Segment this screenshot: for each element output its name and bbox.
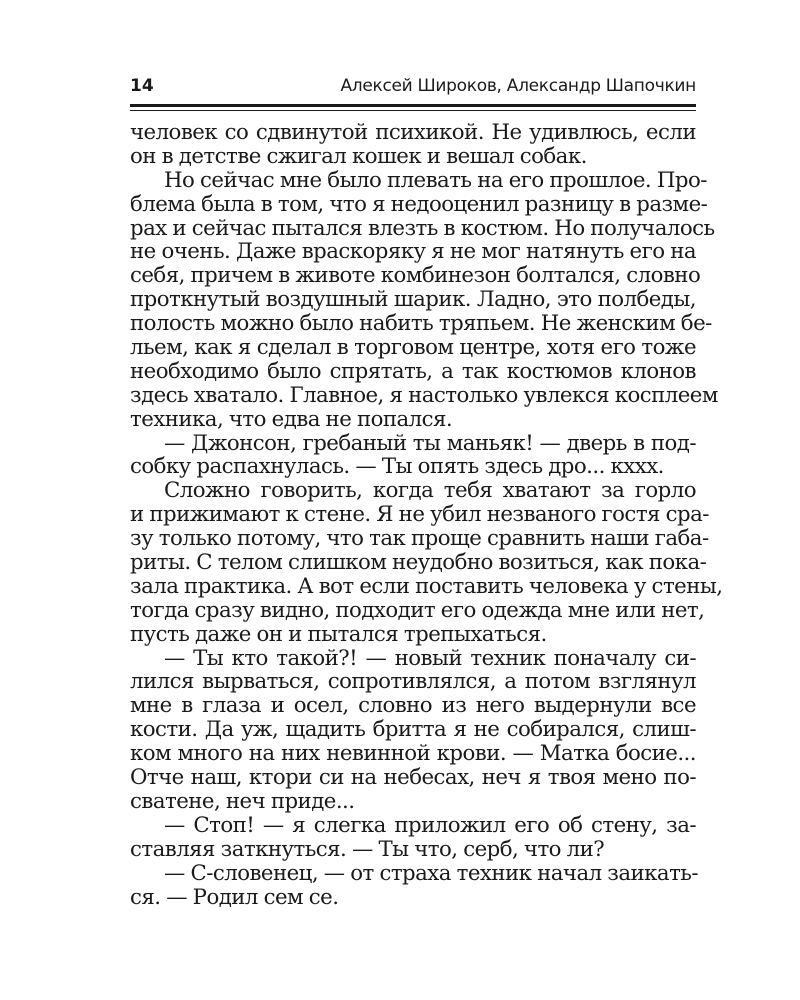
text-line: здесь хватало. Главное, я настолько увлекся косплеем — [130, 382, 718, 408]
text-line: сватене, неч приде... — [130, 788, 355, 814]
text-line: блема была в том, что я недооценил разницу в разме- — [130, 191, 708, 217]
text-line: — Ты кто такой?! — новый техник поначалу си- — [164, 645, 696, 671]
text-line: техника, что едва не попался. — [130, 406, 453, 432]
text-line: зала практика. А вот если поставить человека у стены, — [130, 573, 723, 599]
text-line: проткнутый воздушный шарик. Ладно, это полбеды, — [130, 287, 696, 313]
text-line: ком много на них невинной крови. — Матка босие... — [130, 741, 696, 767]
text-line: Отче наш, ктори си на небесах, неч я твоя мено по- — [130, 765, 696, 791]
text-line: пусть даже он и пытался трепыхаться. — [130, 621, 547, 647]
header-rule-thick — [130, 104, 696, 107]
text-line: лился вырваться, сопротивлялся, а потом взглянул — [130, 669, 696, 695]
text-line: ставляя заткнуться. — Ты что, серб, что ли? — [130, 836, 605, 862]
text-line: льем, как я сделал в торговом центре, хотя его тоже — [130, 335, 696, 361]
text-line: Но сейчас мне было плевать на его прошлое. Про- — [164, 167, 707, 193]
running-title: Алексей Широков, Александр Шапочкин — [340, 76, 696, 96]
text-line: ся. — Родил сем се. — [130, 884, 339, 910]
header-rule-thin — [130, 110, 696, 111]
body-text — [130, 120, 723, 910]
text-line: необходимо было спрятать, а так костюмов клонов — [130, 358, 696, 384]
text-line: зу только потому, что так проще сравнить наши габа- — [130, 526, 709, 552]
text-line: — Стоп! — я слегка приложил его об стену, за- — [164, 812, 696, 838]
text-line: тогда сразу видно, подходит его одежда мне или нет, — [130, 597, 705, 623]
text-line: он в детстве сжигал кошек и вешал собак. — [130, 143, 587, 169]
page-header — [130, 72, 696, 102]
text-line: риты. С телом слишком неудобно возиться, как пока- — [130, 550, 707, 576]
text-line: кости. Да уж, щадить бритта я не собирался, слиш- — [130, 717, 696, 743]
text-line: — Джонсон, гребаный ты маньяк! — дверь в под- — [164, 430, 696, 456]
text-line: — С-словенец, — от страха техник начал заикать- — [164, 860, 698, 886]
text-line: рах и сейчас пытался влезть в костюм. Но получалось — [130, 215, 715, 241]
text-line: себя, причем в животе комбинезон болтался, словно — [130, 263, 701, 289]
text-line: человек со сдвинутой психикой. Не удивлюсь, если — [130, 120, 696, 145]
text-line: полость можно было набить тряпьем. Не женским бе- — [130, 311, 712, 337]
text-line: и прижимают к стене. Я не убил незваного гостя сра- — [130, 502, 709, 528]
page-number: 14 — [130, 76, 154, 96]
text-line: собку распахнулась. — Ты опять здесь дро... кххх. — [130, 454, 664, 480]
text-line: Сложно говорить, когда тебя хватают за горло — [164, 478, 696, 504]
text-line: мне в глаза и осел, словно из него выдернули все — [130, 693, 696, 719]
text-line: не очень. Даже враскоряку я не мог натянуть его на — [130, 239, 696, 265]
